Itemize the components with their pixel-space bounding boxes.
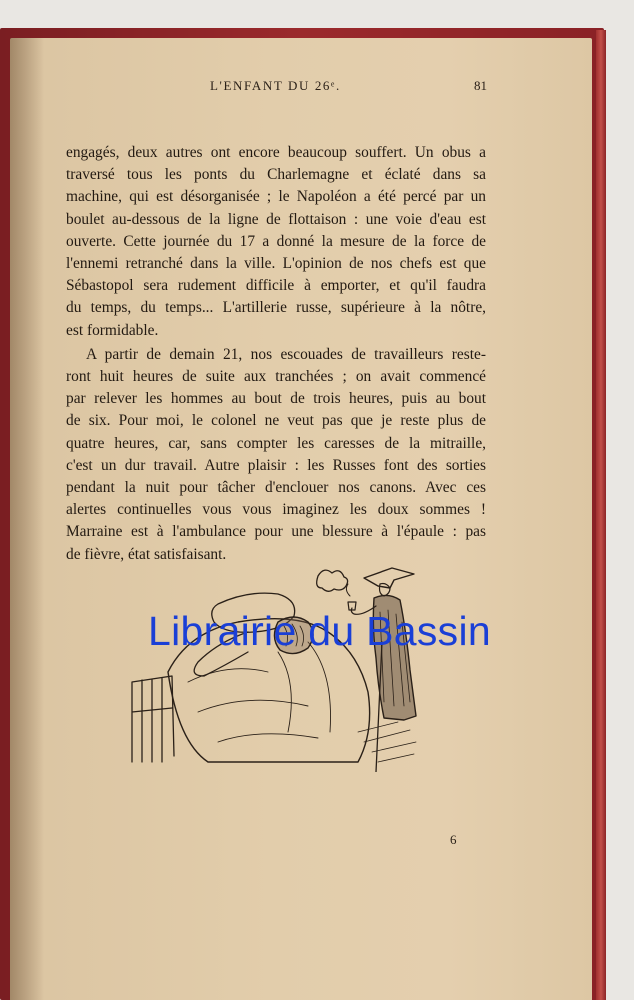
text-line: c'est un dur travail. Autre plaisir : les Russes font des sorties xyxy=(66,456,486,474)
text-line: alertes continuelles vous vous imaginez les doux sommes ! xyxy=(66,501,486,519)
text-line: pendant la nuit pour tâcher d'enclouer nos canons. Avec ces xyxy=(66,479,486,497)
text-line: Marraine est à l'ambulance pour une blessure à l'épaule : pas xyxy=(66,523,486,541)
body-text xyxy=(66,142,486,566)
text-line: de fièvre, état satisfaisant. xyxy=(66,545,227,563)
text-line: quatre heures, car, sans compter les caresses de la mitraille, xyxy=(66,434,486,452)
bed-frame xyxy=(132,676,174,762)
nun-cornette xyxy=(364,568,414,588)
steam-puff xyxy=(317,570,348,591)
text-line: est formidable. xyxy=(66,321,159,339)
text-line: Sébastopol sera rudement difficile à emporter, et qu'il faudra xyxy=(66,277,486,295)
text-line: machine, qui est désorganisée ; le Napoléon a été percé par un xyxy=(66,188,486,206)
text-line: ront huit heures de suite aux tranchées ; on avait commencé xyxy=(66,368,486,386)
steam-curl xyxy=(346,584,350,596)
signature-mark: 6 xyxy=(450,832,457,847)
text-line: l'ennemi retranché dans la ville. L'opinion de nos chefs est que xyxy=(66,255,486,273)
text-line: de six. Pour moi, le colonel ne veut pas que je reste plus de xyxy=(66,412,486,430)
text-line: engagés, deux autres ont encore beaucoup souffert. Un obus a xyxy=(66,144,486,161)
text-line: A partir de demain 21, nos escouades de travailleurs reste- xyxy=(86,345,486,363)
text-line: par relever les hommes au bout de trois heures, puis au bout xyxy=(66,390,486,408)
text-line: boulet au-dessous de la ligne de flottaison : une voie d'eau est xyxy=(66,210,486,228)
text-line: du temps, du temps... L'artillerie russe, supérieure à la nôtre, xyxy=(66,299,486,317)
book-cover-edge xyxy=(596,30,606,1000)
watermark: Librairie du Bassin xyxy=(148,608,491,654)
page-number: 81 xyxy=(474,78,487,93)
running-head: L'ENFANT DU 26ᵉ. xyxy=(210,78,341,93)
floor-hatching xyxy=(358,722,416,762)
text-line: ouverte. Cette journée du 17 a donné la mesure de la force de xyxy=(66,232,486,250)
text-line: traversé tous les ponts du Charlemagne et éclaté dans sa xyxy=(66,166,486,184)
gutter-shadow xyxy=(10,38,44,1000)
bedside-illustration xyxy=(128,562,446,772)
